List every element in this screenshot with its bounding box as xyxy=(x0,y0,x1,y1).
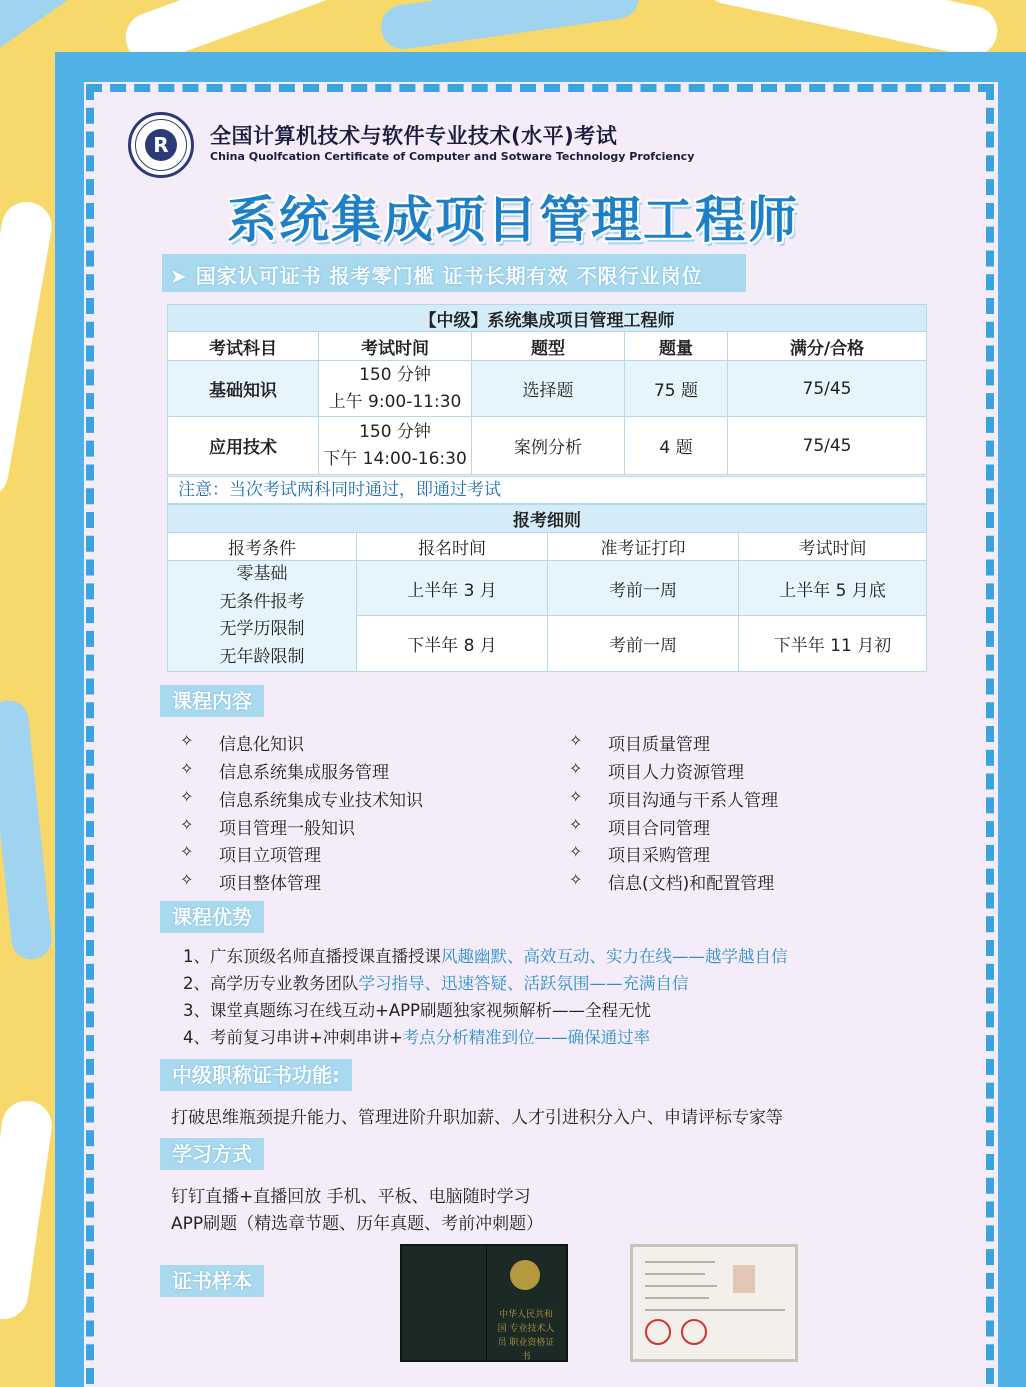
text-line xyxy=(645,1273,705,1275)
star-bullet-icon: ✧ xyxy=(180,759,194,778)
exam-slot: 下午 14:00-16:30 xyxy=(323,448,467,469)
registration-header-exam: 考试时间 xyxy=(739,533,927,561)
advantage-text: 2、高学历专业教务团队 xyxy=(183,974,359,993)
list-item: 项目沟通与干系人管理 xyxy=(608,791,778,811)
exam-duration: 150 分钟 xyxy=(359,421,431,442)
registration-table xyxy=(167,504,927,672)
exam-table xyxy=(167,304,927,475)
exam-header-score: 满分/合格 xyxy=(728,332,927,361)
organization-name-cn: 全国计算机技术与软件专业技术(水平)考试 xyxy=(210,124,618,148)
section-label-course-advantages: 课程优势 xyxy=(160,901,264,933)
condition-item: 零基础 xyxy=(236,564,288,584)
list-item: 项目整体管理 xyxy=(219,874,321,894)
list-item: 项目管理一般知识 xyxy=(219,819,355,839)
table-row xyxy=(168,361,927,417)
list-item: 项目立项管理 xyxy=(219,846,321,866)
exam-duration: 150 分钟 xyxy=(359,364,431,385)
certificate-cover-image xyxy=(400,1244,568,1362)
text-line xyxy=(645,1309,785,1311)
exam-count: 4 题 xyxy=(625,417,728,475)
registration-table-caption: 报考细则 xyxy=(168,505,927,533)
list-item: 项目合同管理 xyxy=(608,819,710,839)
organization-name-en: China Quolfcation Certificate of Computer and Sotware Technology Profciency xyxy=(210,150,695,163)
list-item: 项目质量管理 xyxy=(608,735,710,755)
exam-subject: 基础知识 xyxy=(168,361,319,417)
exam-score: 75/45 xyxy=(728,361,927,417)
star-bullet-icon: ✧ xyxy=(569,815,583,834)
condition-item: 无年龄限制 xyxy=(219,646,305,667)
advantage-highlight: 考点分析精准到位——确保通过率 xyxy=(402,1028,651,1047)
exam-header-count: 题量 xyxy=(625,332,728,361)
exam-score: 75/45 xyxy=(728,417,927,475)
portrait-photo xyxy=(733,1265,755,1293)
certificate-function-text: 打破思维瓶颈提升能力、管理进阶升职加薪、人才引进积分入户、申请评标专家等 xyxy=(171,1108,783,1128)
study-method-line: APP刷题（精选章节题、历年真题、考前冲刺题） xyxy=(171,1214,544,1234)
signup-time: 上半年 3 月 xyxy=(357,561,548,616)
exam-subject: 应用技术 xyxy=(168,417,319,475)
exam-note: 注意：当次考试两科同时通过，即通过考试 xyxy=(167,476,927,504)
condition-item: 无学历限制 xyxy=(219,619,305,639)
table-row xyxy=(168,561,927,616)
list-item: 项目采购管理 xyxy=(608,846,710,866)
advantage-highlight: 学习指导、迅速答疑、活跃氛围——充满自信 xyxy=(358,974,689,993)
advantage-item xyxy=(183,1024,650,1048)
star-bullet-icon: ✧ xyxy=(180,731,194,750)
ticket-print: 考前一周 xyxy=(548,616,739,672)
cover-text: 中华人民共和国 专业技术人员 职业资格证书 xyxy=(497,1310,555,1362)
exam-header-subject: 考试科目 xyxy=(168,332,319,361)
star-bullet-icon: ✧ xyxy=(180,815,194,834)
exam-type: 案例分析 xyxy=(472,417,625,475)
advantage-text: 1、广东顶级名师直播授课直播授课 xyxy=(183,947,441,966)
page-title: 系统集成项目管理工程师 xyxy=(227,191,799,249)
exam-type: 选择题 xyxy=(472,361,625,417)
registration-header-ticket: 准考证打印 xyxy=(548,533,739,561)
advantage-text: 4、考前复习串讲+冲刺串讲+ xyxy=(183,1028,403,1047)
advantage-item xyxy=(183,970,689,994)
star-bullet-icon: ✧ xyxy=(569,759,583,778)
exam-time xyxy=(319,361,472,417)
exam-date: 下半年 11 月初 xyxy=(739,616,927,672)
exam-slot: 上午 9:00-11:30 xyxy=(328,391,462,412)
condition-item: 无条件报考 xyxy=(219,591,305,612)
advantage-text: 3、课堂真题练习在线互动+APP刷题独家视频解析——全程无忧 xyxy=(183,1001,652,1020)
section-label-course-content: 课程内容 xyxy=(160,685,264,717)
star-bullet-icon: ✧ xyxy=(569,731,583,750)
national-emblem-icon xyxy=(510,1260,540,1290)
signup-time: 下半年 8 月 xyxy=(357,616,548,672)
exam-table-caption: 【中级】系统集成项目管理工程师 xyxy=(168,305,927,332)
star-bullet-icon: ✧ xyxy=(569,870,583,889)
text-line xyxy=(645,1261,715,1263)
list-item: 信息系统集成专业技术知识 xyxy=(219,791,423,811)
table-row xyxy=(168,417,927,475)
exam-count: 75 题 xyxy=(625,361,728,417)
star-bullet-icon: ✧ xyxy=(180,870,194,889)
certificate-page-image xyxy=(630,1244,798,1362)
star-bullet-icon: ✧ xyxy=(569,842,583,861)
study-method-line: 钉钉直播+直播回放 手机、平板、电脑随时学习 xyxy=(171,1187,531,1207)
ticket-print: 考前一周 xyxy=(548,561,739,616)
cover-spine xyxy=(486,1246,487,1360)
exam-time xyxy=(319,417,472,475)
feature-banner-text: ➤ 国家认可证书 报考零门槛 证书长期有效 不限行业岗位 xyxy=(170,264,703,288)
star-bullet-icon: ✧ xyxy=(180,842,194,861)
text-line xyxy=(645,1285,717,1287)
section-label-certificate-function: 中级职称证书功能: xyxy=(160,1059,352,1091)
section-label-certificate-sample: 证书样本 xyxy=(160,1265,264,1297)
list-item: 信息系统集成服务管理 xyxy=(219,763,389,783)
feature-banner xyxy=(162,254,746,292)
section-label-study-method: 学习方式 xyxy=(160,1138,264,1170)
star-bullet-icon: ✧ xyxy=(180,787,194,806)
list-item: 项目人力资源管理 xyxy=(608,763,744,783)
exam-logo xyxy=(128,112,194,178)
logo-mark: R xyxy=(145,129,177,161)
red-seal-icon xyxy=(645,1319,671,1345)
advantage-highlight: 风趣幽默、高效互动、实力在线——越学越自信 xyxy=(441,947,788,966)
red-seal-icon xyxy=(681,1319,707,1345)
star-bullet-icon: ✧ xyxy=(569,787,583,806)
registration-header-signup: 报名时间 xyxy=(357,533,548,561)
registration-conditions xyxy=(168,561,357,672)
list-item: 信息(文档)和配置管理 xyxy=(608,874,775,894)
list-item: 信息化知识 xyxy=(219,735,304,755)
exam-header-time: 考试时间 xyxy=(319,332,472,361)
advantage-item xyxy=(183,943,788,967)
advantage-item xyxy=(183,997,651,1021)
registration-header-condition: 报考条件 xyxy=(168,533,357,561)
exam-header-type: 题型 xyxy=(472,332,625,361)
text-line xyxy=(645,1297,709,1299)
exam-date: 上半年 5 月底 xyxy=(739,561,927,616)
